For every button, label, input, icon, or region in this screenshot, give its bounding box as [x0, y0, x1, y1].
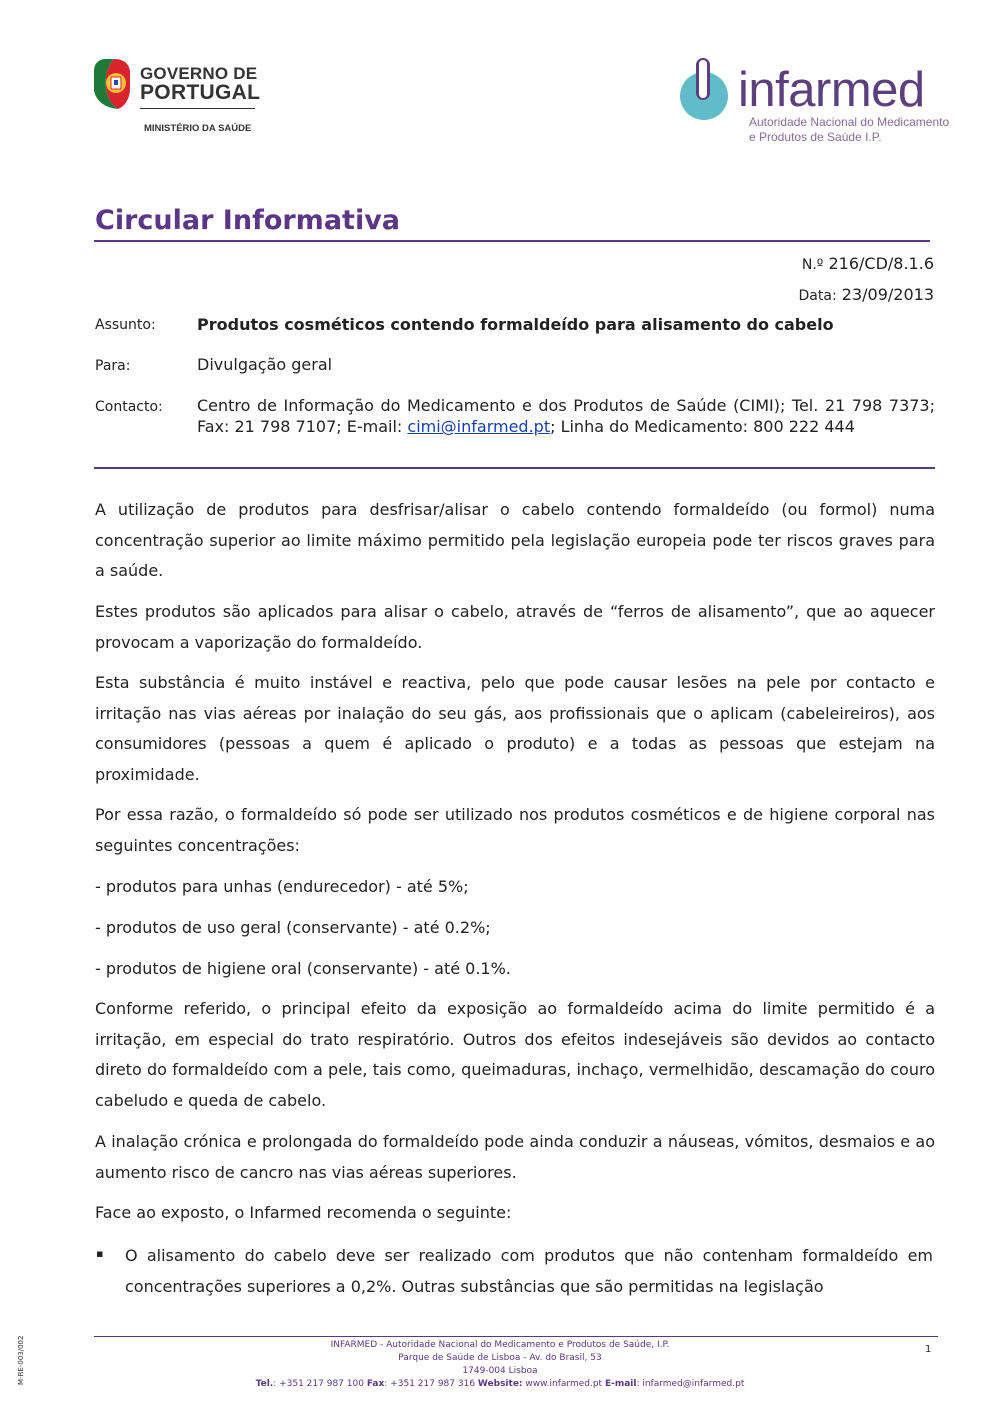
concentration-item-2: - produtos de uso geral (conservante) - até 0.2%;	[95, 918, 491, 937]
page-number: 1	[925, 1344, 932, 1355]
footer-fax: : +351 217 987 316	[384, 1379, 476, 1389]
infarmed-subtitle-line2: e Produtos de Saúde I.P.	[749, 130, 882, 144]
gov-logo-line2: PORTUGAL	[140, 81, 261, 104]
footer-website-label: Website:	[477, 1379, 523, 1389]
portugal-coat-of-arms-icon	[92, 57, 132, 111]
infarmed-mark-icon	[676, 58, 736, 122]
footer-website: www.infarmed.pt	[522, 1379, 603, 1389]
gov-logo-ministry: MINISTÉRIO DA SAÚDE	[144, 123, 252, 134]
gov-logo-line1: GOVERNO DE	[140, 64, 258, 83]
contact-value	[197, 395, 935, 437]
contact-label: Contacto:	[95, 399, 163, 415]
form-reference-code: M-RE-003/002	[17, 1335, 25, 1385]
title-divider	[94, 240, 930, 242]
footer-address: Parque de Saúde de Lisboa - Av. do Brasil, 53	[398, 1353, 602, 1363]
recommendation-item-1: O alisamento do cabelo deve ser realizado com produtos que não contenham formaldeído em concentrações superiores a 0,2%. Outras substâncias que são permitidas na legislação	[125, 1246, 933, 1296]
paragraph-6: A inalação crónica e prolongada do formaldeído pode ainda conduzir a náuseas, vómitos, desmaios e ao aumento risco de cancro nas vias aéreas superiores.	[95, 1132, 935, 1182]
infarmed-subtitle-line1: Autoridade Nacional do Medicamento	[749, 115, 950, 129]
circular-number-label: N.º	[801, 257, 824, 273]
circular-number-value: 216/CD/8.1.6	[828, 254, 934, 273]
paragraph-2: Estes produtos são aplicados para alisar o cabelo, através de “ferros de alisamento”, que ao aquecer provocam a vaporização do formaldeído.	[95, 602, 935, 652]
recipient-value: Divulgação geral	[197, 355, 333, 374]
gov-logo-divider	[140, 108, 255, 109]
subject-label: Assunto:	[95, 317, 156, 333]
governo-de-portugal-logo	[92, 55, 262, 140]
paragraph-7: Face ao exposto, o Infarmed recomenda o seguinte:	[95, 1203, 512, 1222]
footer-tel: : +351 217 987 100	[273, 1379, 364, 1389]
infarmed-wordmark: infarmed	[738, 63, 925, 117]
paragraph-1: A utilização de produtos para desfrisar/alisar o cabelo contendo formaldeído (ou formol) numa concentração superior ao limite máximo permitido pela legislação europeia pode ter riscos graves para a saúde.	[95, 500, 935, 580]
contact-email-link[interactable]: cimi@infarmed.pt	[407, 417, 551, 436]
footer-postal-code: 1749-004 Lisboa	[462, 1366, 538, 1376]
concentration-item-3: - produtos de higiene oral (conservante) - até 0.1%.	[95, 959, 511, 978]
bullet-marker: ▪	[96, 1247, 104, 1260]
footer-email-label: E-mail	[604, 1379, 637, 1389]
contact-text-before: Centro de Informação do Medicamento e dos Produtos de Saúde (CIMI); Tel. 21 798 7373; Fax: 21 798 7107; E-mail:	[197, 396, 935, 436]
paragraph-3: Esta substância é muito instável e reactiva, pelo que pode causar lesões na pele por contacto e irritação nas vias aéreas por inalação do seu gás, aos profissionais que o aplicam (cabeleireiros), aos consumidores (pessoas a quem é aplicado o produto) e a todas as pessoas que estejam na proximidade.	[95, 673, 935, 784]
footer-contacts	[250, 1379, 750, 1389]
paragraph-4: Por essa razão, o formaldeído só pode ser utilizado nos produtos cosméticos e de higiene corporal nas seguintes concentrações:	[95, 805, 935, 855]
meta-divider	[94, 467, 935, 469]
circular-date	[799, 285, 934, 304]
document-title: Circular Informativa	[95, 205, 401, 236]
footer-tel-label: Tel.	[255, 1379, 274, 1389]
circular-number	[802, 254, 934, 273]
infarmed-logo	[676, 58, 950, 148]
footer-divider	[94, 1336, 938, 1337]
circular-date-value: 23/09/2013	[841, 285, 934, 304]
concentration-item-1: - produtos para unhas (endurecedor) - até 5%;	[95, 877, 469, 896]
footer-fax-label: Fax	[366, 1379, 385, 1389]
footer-org-name: INFARMED - Autoridade Nacional do Medicamento e Produtos de Saúde, I.P.	[330, 1340, 670, 1350]
recipient-label: Para:	[95, 358, 131, 374]
circular-date-label: Data:	[798, 288, 837, 304]
subject-value: Produtos cosméticos contendo formaldeído para alisamento do cabelo	[197, 315, 834, 334]
footer-email: : infarmed@infarmed.pt	[636, 1379, 745, 1389]
contact-text-after: ; Linha do Medicamento: 800 222 444	[550, 417, 855, 436]
paragraph-5: Conforme referido, o principal efeito da exposição ao formaldeído acima do limite permitido é a irritação, em especial do trato respiratório. Outros dos efeitos indesejáveis são devidos ao contacto direto do formaldeído com a pele, tais como, queimaduras, inchaço, vermelhidão, descamação do couro cabeludo e queda de cabelo.	[95, 999, 935, 1110]
